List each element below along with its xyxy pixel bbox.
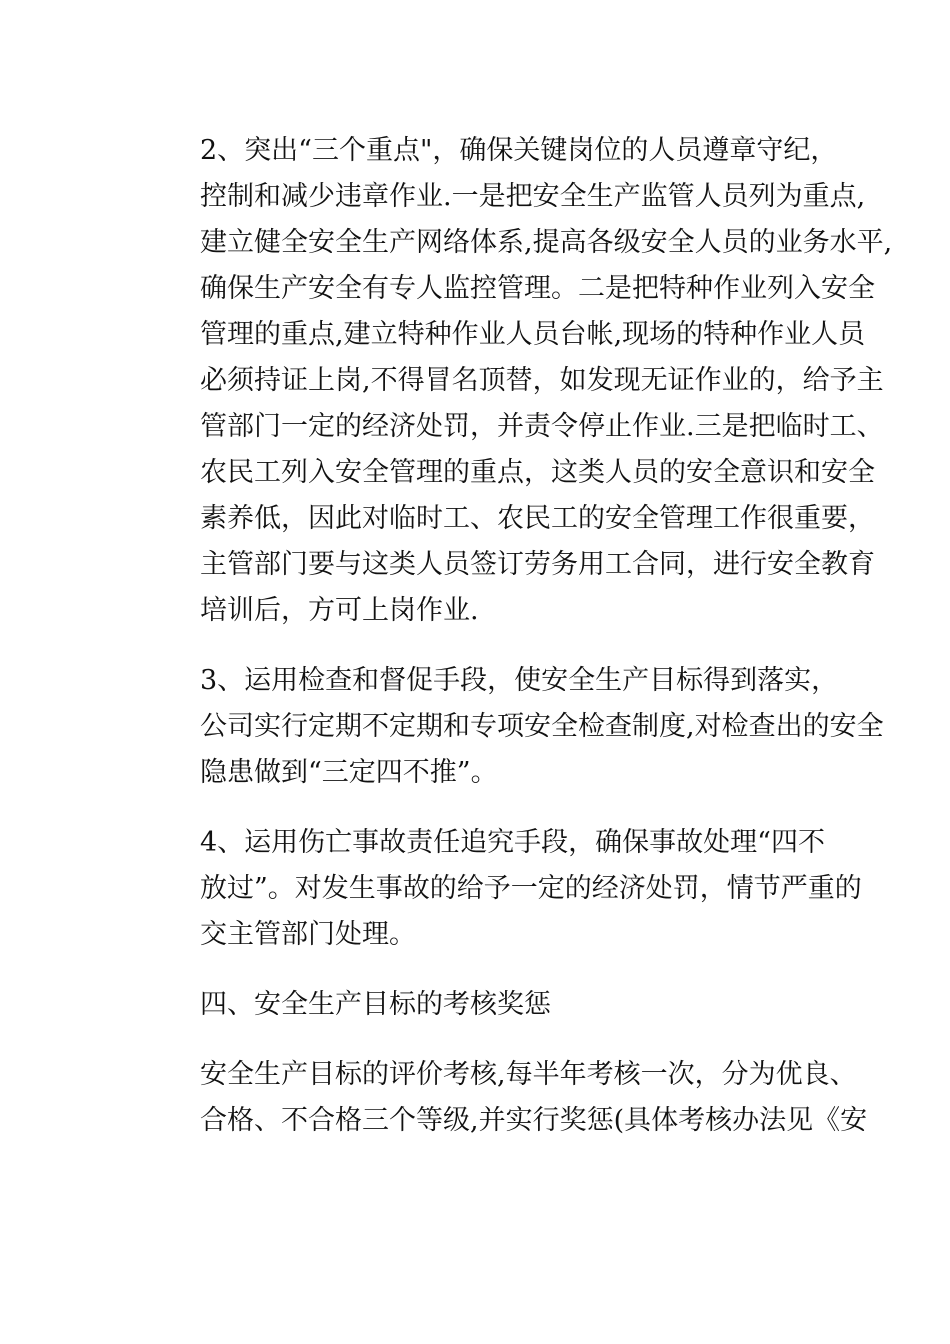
text-line: 管理的重点,建立特种作业人员台帐,现场的特种作业人员 [200, 319, 866, 350]
text-line: 放过”。对发生事故的给予一定的经济处罚，情节严重的 [200, 873, 862, 904]
text-line: 确保生产安全有专人监控管理。二是把特种作业列入安全 [200, 273, 875, 304]
text-line: 隐患做到“三定四不推”。 [200, 757, 498, 788]
paragraph-evaluation [146, 1052, 868, 1144]
text-line: 4、运用伤亡事故责任追究手段，确保事故处理“四不 [200, 827, 825, 858]
text-line: 农民工列入安全管理的重点，这类人员的安全意识和安全 [200, 457, 875, 488]
text-line: 必须持证上岗,不得冒名顶替，如发现无证作业的，给予主 [200, 365, 884, 396]
text-line: 素养低，因此对临时工、农民工的安全管理工作很重要， [200, 503, 875, 534]
paragraph-three-key-points [146, 128, 893, 634]
text-line: 公司实行定期不定期和专项安全检查制度,对检查出的安全 [200, 711, 884, 742]
text-line: 管部门一定的经济处罚，并责令停止作业.三是把临时工、 [200, 411, 884, 442]
paragraph-inspection [146, 658, 884, 796]
text-line: 3、运用检查和督促手段，使安全生产目标得到落实， [200, 665, 839, 696]
text-line: 安全生产目标的评价考核,每半年考核一次，分为优良、 [200, 1059, 857, 1090]
text-line: 主管部门要与这类人员签订劳务用工合同，进行安全教育 [200, 549, 875, 580]
text-line: 控制和减少违章作业.一是把安全生产监管人员列为重点, [200, 181, 866, 212]
text-line: 交主管部门处理。 [200, 919, 416, 950]
heading-line: 四、安全生产目标的考核奖惩 [200, 989, 551, 1020]
text-line: 建立健全安全生产网络体系,提高各级安全人员的业务水平, [200, 227, 893, 258]
section-heading [146, 982, 826, 1028]
text-line: 2、突出“三个重点"，确保关键岗位的人员遵章守纪， [200, 135, 838, 166]
paragraph-accountability [146, 820, 862, 958]
text-line: 合格、不合格三个等级,并实行奖惩(具体考核办法见《安 [200, 1105, 868, 1136]
text-line: 培训后，方可上岗作业. [200, 595, 479, 626]
document-body [146, 128, 893, 1144]
